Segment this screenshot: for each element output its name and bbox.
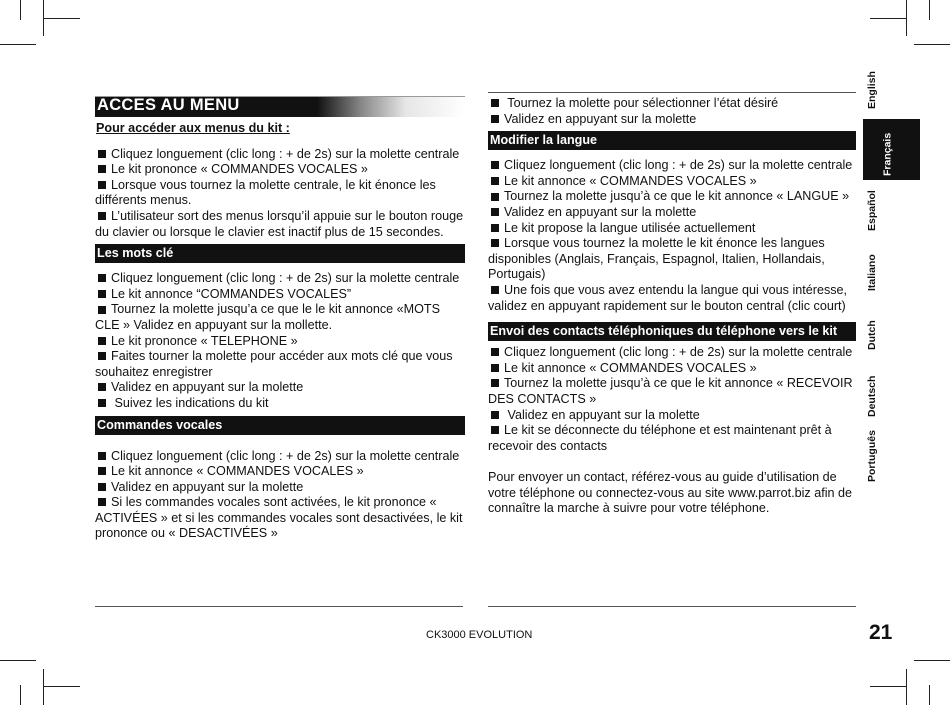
list-item: Une fois que vous avez entendu la langue qui vous intéresse, validez en appuyant rapidement sur le bouton central (clic court) [488, 282, 848, 313]
bullet-square-icon [98, 274, 106, 282]
bullet-square-icon [491, 239, 499, 247]
crop-mark [44, 18, 80, 19]
bullet-square-icon [98, 467, 106, 475]
lang-tab-portugues: Português [866, 430, 878, 482]
list-item: Validez en appuyant sur la molette [95, 480, 465, 496]
bullet-square-icon [98, 383, 106, 391]
bullet-square-icon [491, 224, 499, 232]
list-item: Cliquez longuement (clic long : + de 2s) sur la molette centrale [95, 147, 465, 163]
column-bottom-rule [488, 606, 856, 607]
bullet-square-icon [491, 286, 499, 294]
bullet-square-icon [98, 306, 106, 314]
list-item: Le kit propose la langue utilisée actuellement [488, 221, 856, 237]
list-item: L’utilisateur sort des menus lorsqu’il appuie sur le bouton rouge du clavier ou lorsque le clavier est inactif plus de 15 secondes. [95, 208, 464, 239]
footer-product-title: CK3000 EVOLUTION [426, 629, 533, 641]
crop-mark [906, 669, 907, 705]
list-item: Validez en appuyant sur la molette [488, 408, 856, 424]
main-title-bar [95, 96, 465, 117]
list-item: Le kit annonce « COMMANDES VOCALES » [95, 464, 465, 480]
list-item: Tournez la molette pour sélectionner l’état désiré [488, 96, 856, 112]
crop-mark [914, 44, 950, 45]
bullet-square-icon [98, 498, 106, 506]
bullet-square-icon [491, 99, 499, 107]
section-header-keywords: Les mots clé [95, 244, 465, 263]
lang-tab-dutch: Dutch [866, 320, 878, 350]
bullet-square-icon [98, 399, 106, 407]
list-item: Le kit prononce « COMMANDES VOCALES » [95, 162, 465, 178]
right-column [488, 96, 856, 517]
left-column [95, 96, 465, 542]
crop-mark [43, 669, 44, 705]
list-item: Cliquez longuement (clic long : + de 2s) sur la molette centrale [95, 271, 465, 287]
page-title: ACCES AU MENU [97, 96, 240, 114]
bullet-square-icon [491, 364, 499, 372]
crop-mark [20, 685, 21, 705]
bullet-square-icon [98, 483, 106, 491]
list-item: Cliquez longuement (clic long : + de 2s) sur la molette centrale [488, 345, 856, 361]
bullet-square-icon [491, 208, 499, 216]
lang-tab-deutsch: Deutsch [866, 375, 878, 417]
list-item: Le kit annonce “COMMANDES VOCALES” [95, 287, 465, 303]
bullet-square-icon [98, 352, 106, 360]
list-item: Le kit se déconnecte du téléphone et est maintenant prêt à recevoir des contacts [488, 423, 832, 453]
lang-tab-francais-active: Français [863, 119, 920, 180]
column-top-rule [488, 92, 856, 93]
list-item: Lorsque vous tournez la molette centrale, le kit énonce les différents menus. [95, 177, 436, 208]
crop-mark [0, 660, 36, 661]
section-header-voice-commands: Commandes vocales [95, 416, 465, 435]
bullet-square-icon [98, 212, 106, 220]
crop-mark [914, 660, 950, 661]
list-item: Le kit annonce « COMMANDES VOCALES » [488, 361, 856, 377]
bullet-square-icon [491, 426, 499, 434]
list-item: Lorsque vous tournez la molette le kit énonce les langues disponibles (Anglais, Français, Espagnol, Italien, Hollandais, Portugais) [488, 236, 825, 282]
crop-mark [0, 44, 36, 45]
lang-tab-espanol: Español [866, 190, 878, 232]
bullet-square-icon [491, 177, 499, 185]
list-item: Tournez la molette jusqu’a ce que le le kit annonce «MOTS CLE » Validez en appuyant sur la mollette. [95, 302, 441, 332]
crop-mark [44, 686, 80, 687]
bullet-square-icon [491, 379, 499, 387]
lang-tab-english: English [866, 71, 878, 109]
crop-mark [906, 0, 907, 36]
list-item: Validez en appuyant sur la molette [488, 112, 856, 128]
list-item: Validez en appuyant sur la molette [488, 205, 856, 221]
bullet-square-icon [491, 193, 499, 201]
bullet-square-icon [491, 411, 499, 419]
crop-mark [870, 686, 906, 687]
list-item: Si les commandes vocales sont activées, le kit prononce « ACTIVÉES » et si les commandes vocales sont desactivées, le kit prononce ou « DESACTIVÉES » [95, 495, 463, 541]
crop-mark [929, 685, 930, 705]
bullet-square-icon [98, 452, 106, 460]
list-item: Cliquez longuement (clic long : + de 2s) sur la molette centrale [95, 449, 465, 465]
list-item: Tournez la molette jusqu’à ce que le kit annonce « LANGUE » [488, 189, 856, 205]
column-bottom-rule [95, 606, 463, 607]
bullet-square-icon [98, 165, 106, 173]
page-number: 21 [869, 621, 893, 644]
crop-mark [20, 0, 21, 20]
bullet-square-icon [98, 337, 106, 345]
bullet-square-icon [98, 290, 106, 298]
list-item: Validez en appuyant sur la molette [95, 380, 465, 396]
list-item: Le kit annonce « COMMANDES VOCALES » [488, 174, 856, 190]
bullet-square-icon [98, 150, 106, 158]
list-item: Tournez la molette jusqu’à ce que le kit annonce « RECEVOIR DES CONTACTS » [488, 376, 853, 406]
crop-mark [870, 18, 906, 19]
list-item: Cliquez longuement (clic long : + de 2s) sur la molette centrale [488, 158, 856, 174]
section-header-language: Modifier la langue [488, 131, 856, 150]
list-item: Le kit prononce « TELEPHONE » [95, 334, 465, 350]
access-subtitle: Pour accéder aux menus du kit : [96, 121, 290, 135]
crop-mark [929, 0, 930, 20]
bullet-square-icon [98, 181, 106, 189]
contacts-note: Pour envoyer un contact, référez-vous au guide d’utilisation de votre téléphone ou connectez-vous au site www.parrot.biz afin de connaître la marche à suivre pour votre téléphone. [488, 470, 853, 516]
list-item: Suivez les indications du kit [95, 396, 465, 412]
list-item: Faites tourner la molette pour accéder aux mots clé que vous souhaitez enregistrer [95, 349, 453, 379]
bullet-square-icon [491, 115, 499, 123]
section-header-contacts: Envoi des contacts téléphoniques du téléphone vers le kit [488, 322, 856, 341]
bullet-square-icon [491, 348, 499, 356]
lang-tab-italiano: Italiano [866, 254, 878, 292]
bullet-square-icon [491, 161, 499, 169]
